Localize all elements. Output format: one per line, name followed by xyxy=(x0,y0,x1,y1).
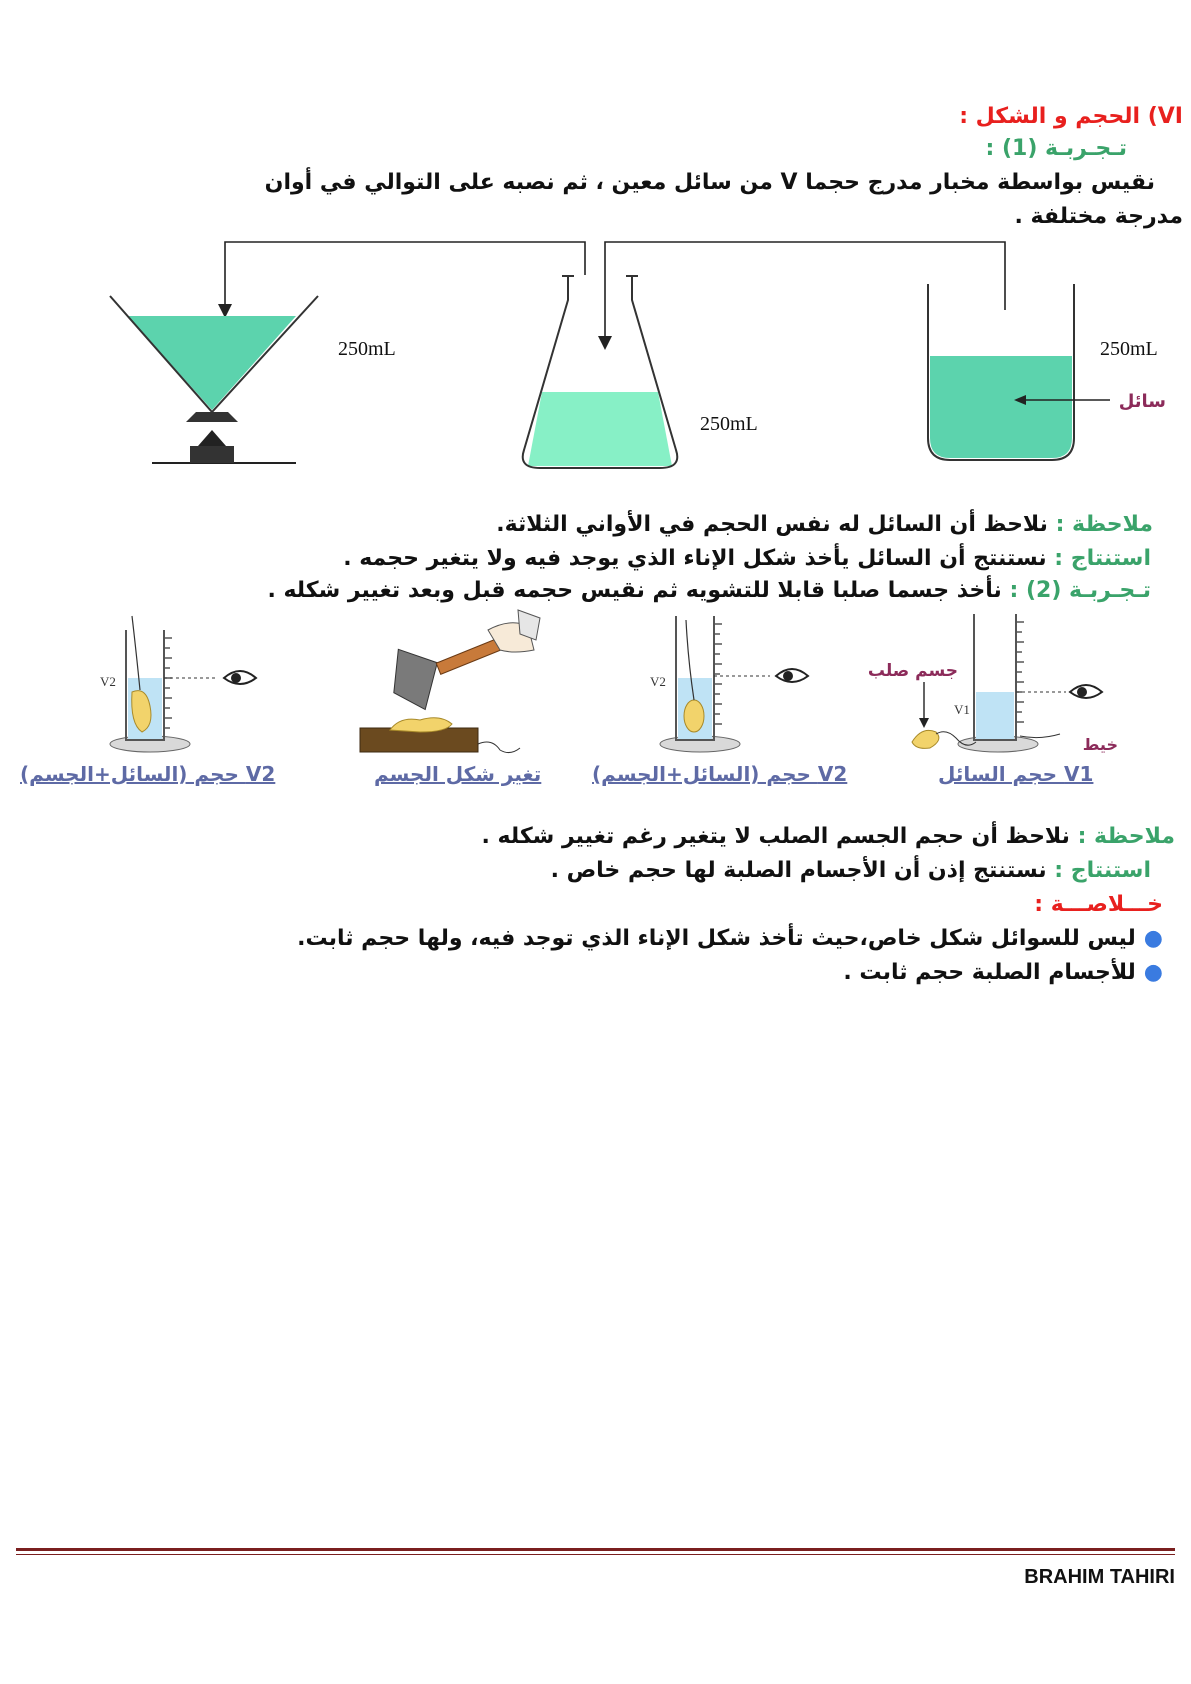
observation1 xyxy=(496,512,1153,537)
funnel-volume-label: 250mL xyxy=(338,338,396,360)
arrow-down-icon xyxy=(218,304,232,318)
experiment1-label: تـجـربـة (1) : xyxy=(985,136,1127,161)
conclusion2 xyxy=(551,858,1151,883)
v1-mark: V1 xyxy=(954,702,970,717)
observation2-text: نلاحظ أن حجم الجسم الصلب لا يتغير رغم تغيير شكله . xyxy=(481,824,1070,849)
beaker xyxy=(928,284,1110,460)
solid-label: جسم صلب xyxy=(867,661,958,681)
section-title-text: الحجم و الشكل : xyxy=(959,104,1141,129)
footer-rule xyxy=(16,1548,1175,1551)
observation2 xyxy=(482,824,1175,849)
experiment2-label: تـجـربـة (2) : xyxy=(1009,578,1151,603)
hammer-scene xyxy=(360,610,540,753)
conclusion2-text: نستنتج إذن أن الأجسام الصلبة لها حجم خاص . xyxy=(550,858,1047,883)
v2-mark-middle: V2 xyxy=(650,674,666,689)
experiment2-text: نأخذ جسما صلبا قابلا للتشويه ثم نقيس حجمه قبل وبعد تغيير شكله . xyxy=(267,578,1002,603)
bullet-icon: ● xyxy=(1143,926,1163,951)
conclusion1-label: استنتاج : xyxy=(1054,546,1151,571)
beaker-volume-label: 250mL xyxy=(1100,338,1158,360)
observation1-text: نلاحظ أن السائل له نفس الحجم في الأواني الثلاثة. xyxy=(496,512,1048,537)
arrow-down-icon xyxy=(919,718,929,728)
caption-v2-left: V2 حجم (السائل+الجسم) xyxy=(20,762,276,786)
summary-item xyxy=(297,926,1163,951)
footer-rule-thin xyxy=(16,1554,1175,1555)
summary-item-text: ليس للسوائل شكل خاص،حيث تأخذ شكل الإناء الذي توجد فيه، ولها حجم ثابت. xyxy=(297,926,1136,951)
caption-v2-middle: V2 حجم (السائل+الجسم) xyxy=(592,762,848,786)
experiment2 xyxy=(267,578,1151,603)
observation2-label: ملاحظة : xyxy=(1077,824,1175,849)
experiment1-text-line2: مدرجة مختلفة . xyxy=(1014,204,1183,229)
summary-item xyxy=(843,960,1163,985)
summary-label: خـــلاصـــة : xyxy=(1034,892,1163,917)
section-number: VI) xyxy=(1147,104,1183,129)
caption-shape-change: تغير شكل الجسم xyxy=(374,762,542,786)
cylinder-v2-deformed xyxy=(100,616,256,752)
conclusion1 xyxy=(343,546,1151,571)
pouring-lines xyxy=(225,242,1005,340)
conclusion2-label: استنتاج : xyxy=(1054,858,1151,883)
experiment1-text-line1: نقيس بواسطة مخبار مدرج حجما V من سائل معين ، ثم نصبه على التوالي في أوان xyxy=(264,170,1155,195)
cylinder-v2-original xyxy=(650,616,808,752)
section-title xyxy=(959,104,1183,129)
vessels-figure xyxy=(0,240,1191,470)
solid-volume-figure xyxy=(0,610,1191,760)
flask-volume-label: 250mL xyxy=(700,413,758,435)
liquid-label: سائل xyxy=(1118,391,1166,412)
arrow-down-icon xyxy=(598,336,612,350)
bullet-icon: ● xyxy=(1143,960,1163,985)
conical-vessel xyxy=(110,296,318,463)
thread-label: خيط xyxy=(1082,735,1118,754)
observation1-label: ملاحظة : xyxy=(1055,512,1153,537)
cylinder-v1 xyxy=(868,614,1118,754)
conclusion1-text: نستنتج أن السائل يأخذ شكل الإناء الذي يوجد فيه ولا يتغير حجمه . xyxy=(343,546,1047,571)
footer-author: BRAHIM TAHIRI xyxy=(1024,1566,1175,1588)
erlenmeyer-flask xyxy=(523,276,678,468)
summary-item-text: للأجسام الصلبة حجم ثابت . xyxy=(843,960,1136,985)
v2-mark-left: V2 xyxy=(100,674,116,689)
caption-v1: V1 حجم السائل xyxy=(938,762,1094,786)
